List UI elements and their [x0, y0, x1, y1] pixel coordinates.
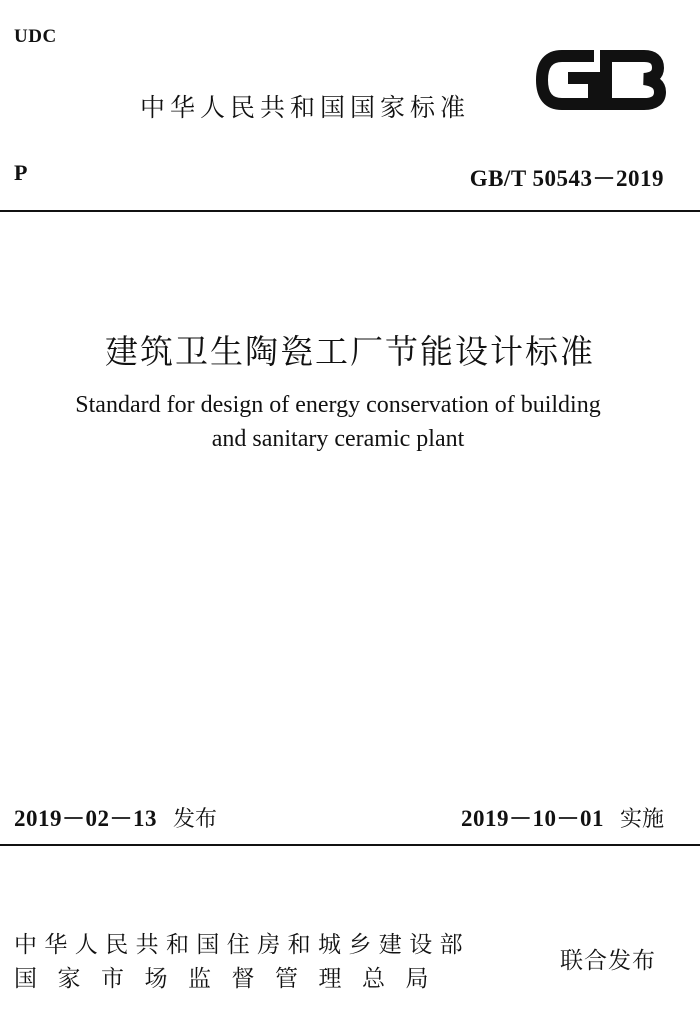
publisher-samr: 国家市场监督管理总局	[14, 966, 449, 992]
issue-date-block	[14, 800, 217, 833]
implement-label: 实施	[619, 807, 664, 832]
title-english-line1: Standard for design of energy conservation of building	[75, 392, 601, 418]
header-divider	[0, 210, 700, 212]
national-standard-heading: 中华人民共和国国家标准	[140, 93, 471, 122]
title-english-line2: and sanitary ceramic plant	[211, 426, 465, 452]
joint-issue-label: 联合发布	[560, 948, 656, 974]
classification-code: P	[14, 160, 28, 185]
implement-date: 2019－10－01	[460, 806, 604, 831]
issue-date: 2019－02－13	[14, 806, 157, 831]
implement-date-block	[461, 800, 664, 833]
udc-label: UDC	[14, 26, 57, 47]
footer-divider	[0, 844, 700, 846]
issue-label: 发布	[173, 807, 218, 832]
publisher-mohurd: 中华人民共和国住房和城乡建设部	[14, 932, 470, 958]
gb-logo	[532, 44, 668, 116]
standard-number: GB/T 50543－2019	[469, 166, 664, 191]
title-english	[0, 388, 676, 456]
title-chinese: 建筑卫生陶瓷工厂节能设计标准	[105, 332, 595, 371]
